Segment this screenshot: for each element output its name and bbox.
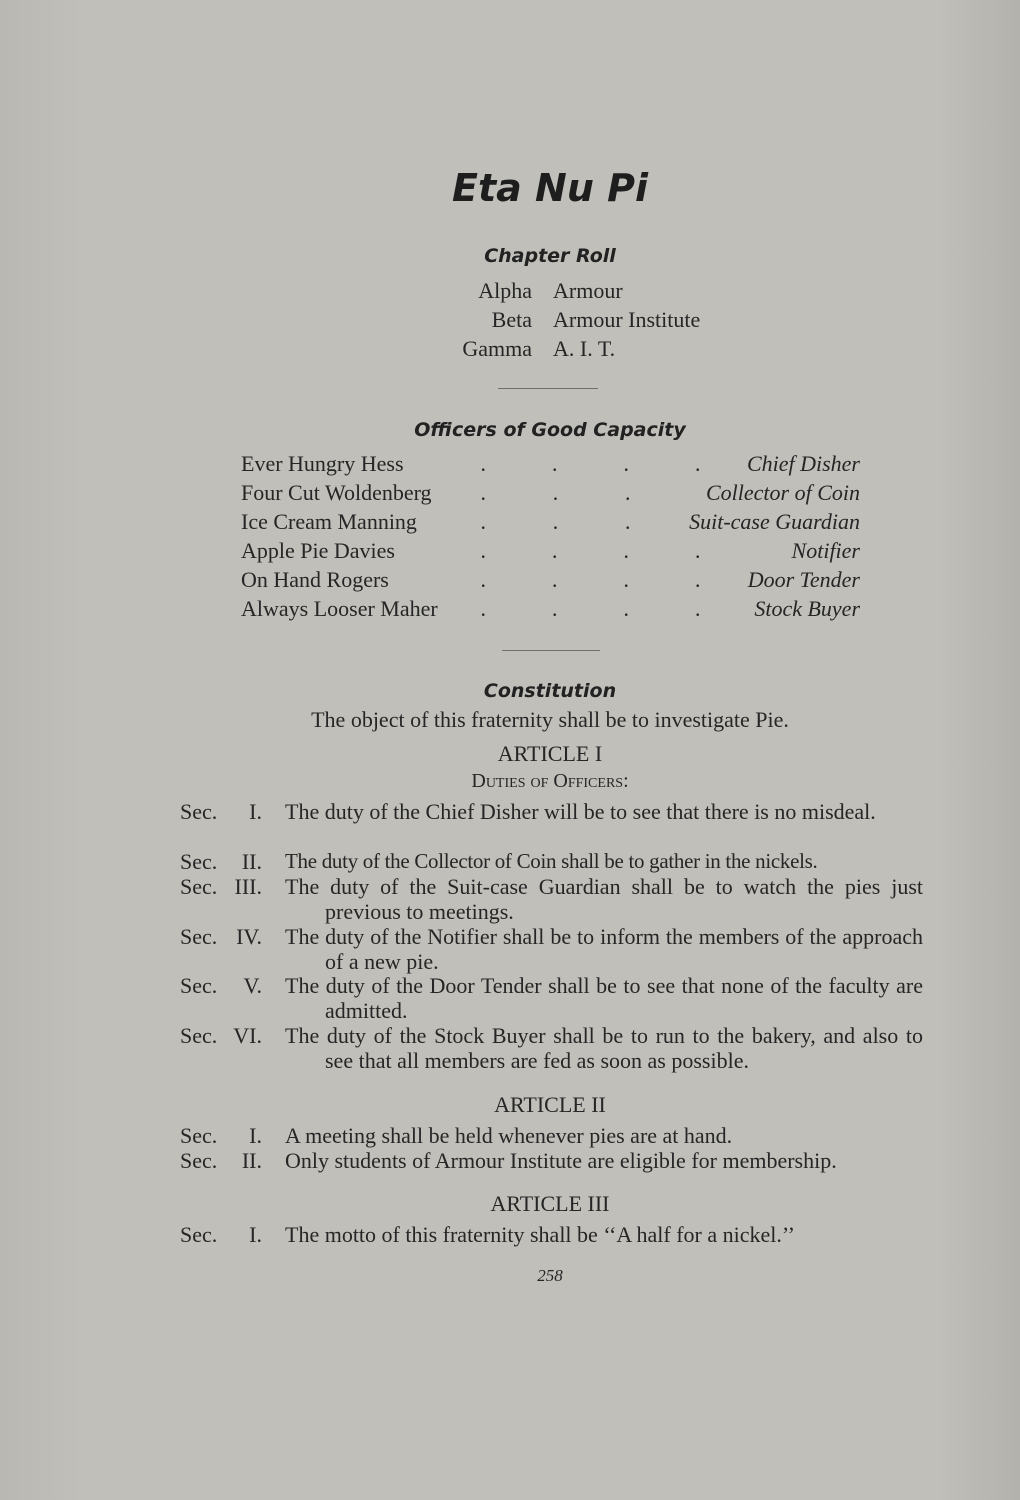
officer-row	[241, 538, 860, 567]
page-title: Eta Nu Pi	[452, 166, 648, 210]
section-label: Sec.	[180, 1148, 218, 1173]
section	[180, 973, 923, 1023]
chapter-roll-heading: Chapter Roll	[484, 245, 616, 267]
officer-name: Ever Hungry Hess	[241, 451, 404, 476]
chapter-row	[0, 278, 1020, 307]
section-label: Sec.	[180, 849, 218, 874]
section-text: The duty of the Stock Buyer shall be to run to the bakery, and also to see that all members are fed as soon as possible.	[285, 1023, 923, 1073]
divider	[498, 388, 598, 389]
section	[180, 849, 923, 874]
leader-dots: . . . .	[481, 451, 701, 476]
officer-name: On Hand Rogers	[241, 567, 389, 592]
section-label: Sec.	[180, 1023, 218, 1048]
article-title: ARTICLE III	[490, 1191, 610, 1216]
section-text: A meeting shall be held whenever pies are at hand.	[285, 1123, 733, 1148]
leader-dots: . . . .	[481, 538, 701, 563]
section-label: Sec.	[180, 924, 218, 949]
section-number: V.	[243, 973, 262, 998]
section	[180, 924, 923, 974]
section-number: I.	[249, 1222, 262, 1247]
section-text: Only students of Armour Institute are eligible for membership.	[285, 1148, 837, 1173]
section-text: The duty of the Notifier shall be to inform the members of the approach of a new pie.	[285, 924, 923, 974]
officer-row	[241, 596, 860, 625]
section-number: II.	[241, 849, 262, 874]
chapter-name: Armour Institute	[553, 307, 701, 332]
officer-row	[241, 567, 860, 596]
leader-dots: . . .	[481, 480, 631, 505]
chapter-row	[0, 307, 1020, 336]
chapter-name: Armour	[553, 278, 623, 303]
section-label: Sec.	[180, 973, 218, 998]
constitution-object: The object of this fraternity shall be to investigate Pie.	[311, 707, 789, 732]
officer-name: Apple Pie Davies	[241, 538, 395, 563]
officer-row	[241, 451, 860, 480]
officer-title: Stock Buyer	[754, 596, 860, 621]
section-number: VI.	[233, 1023, 262, 1048]
officer-row	[241, 509, 860, 538]
leader-dots: . . . .	[481, 567, 701, 592]
officer-name: Always Looser Maher	[241, 596, 438, 621]
chapter-letter: Beta	[491, 307, 532, 332]
chapter-letter: Alpha	[478, 278, 532, 303]
officer-name: Four Cut Woldenberg	[241, 480, 432, 505]
section-label: Sec.	[180, 799, 218, 824]
section-label: Sec.	[180, 874, 218, 899]
section	[180, 874, 923, 924]
chapter-letter: Gamma	[462, 336, 532, 361]
section-label: Sec.	[180, 1222, 218, 1247]
article-subtitle: Duties of Officers:	[471, 770, 629, 792]
divider	[502, 650, 600, 651]
officer-title: Chief Disher	[746, 451, 860, 476]
page-number: 258	[537, 1266, 563, 1285]
section	[180, 1222, 923, 1247]
section-text: The duty of the Collector of Coin shall be to gather in the nickels.	[285, 849, 818, 873]
section-number: I.	[249, 1123, 262, 1148]
officers-heading: Officers of Good Capacity	[414, 419, 686, 441]
leader-dots: . . .	[481, 509, 631, 534]
officer-title: Suit-case Guardian	[689, 509, 860, 534]
section	[180, 1148, 923, 1173]
section	[180, 799, 923, 824]
officer-row	[241, 480, 860, 509]
section-label: Sec.	[180, 1123, 218, 1148]
article-title: ARTICLE I	[497, 741, 603, 766]
section-number: I.	[249, 799, 262, 824]
officer-name: Ice Cream Manning	[241, 509, 417, 534]
officer-title: Notifier	[791, 538, 860, 563]
section-number: II.	[241, 1148, 262, 1173]
section-text: The duty of the Chief Disher will be to see that there is no misdeal.	[285, 799, 876, 824]
leader-dots: . . . .	[481, 596, 701, 621]
section-text: The duty of the Suit-case Guardian shall be to watch the pies just previous to meetings.	[285, 874, 923, 924]
section	[180, 1123, 923, 1148]
officer-title: Collector of Coin	[706, 480, 860, 505]
section-number: III.	[234, 874, 262, 899]
section-number: IV.	[236, 924, 262, 949]
chapter-row	[0, 336, 1020, 365]
article-title: ARTICLE II	[494, 1092, 606, 1117]
constitution-heading: Constitution	[483, 680, 617, 702]
section-text: The motto of this fraternity shall be ‘‘A half for a nickel.’’	[285, 1222, 795, 1247]
section	[180, 1023, 923, 1073]
chapter-name: A. I. T.	[553, 336, 616, 361]
officer-title: Door Tender	[747, 567, 860, 592]
section-text: The duty of the Door Tender shall be to see that none of the faculty are admitted.	[285, 973, 923, 1023]
